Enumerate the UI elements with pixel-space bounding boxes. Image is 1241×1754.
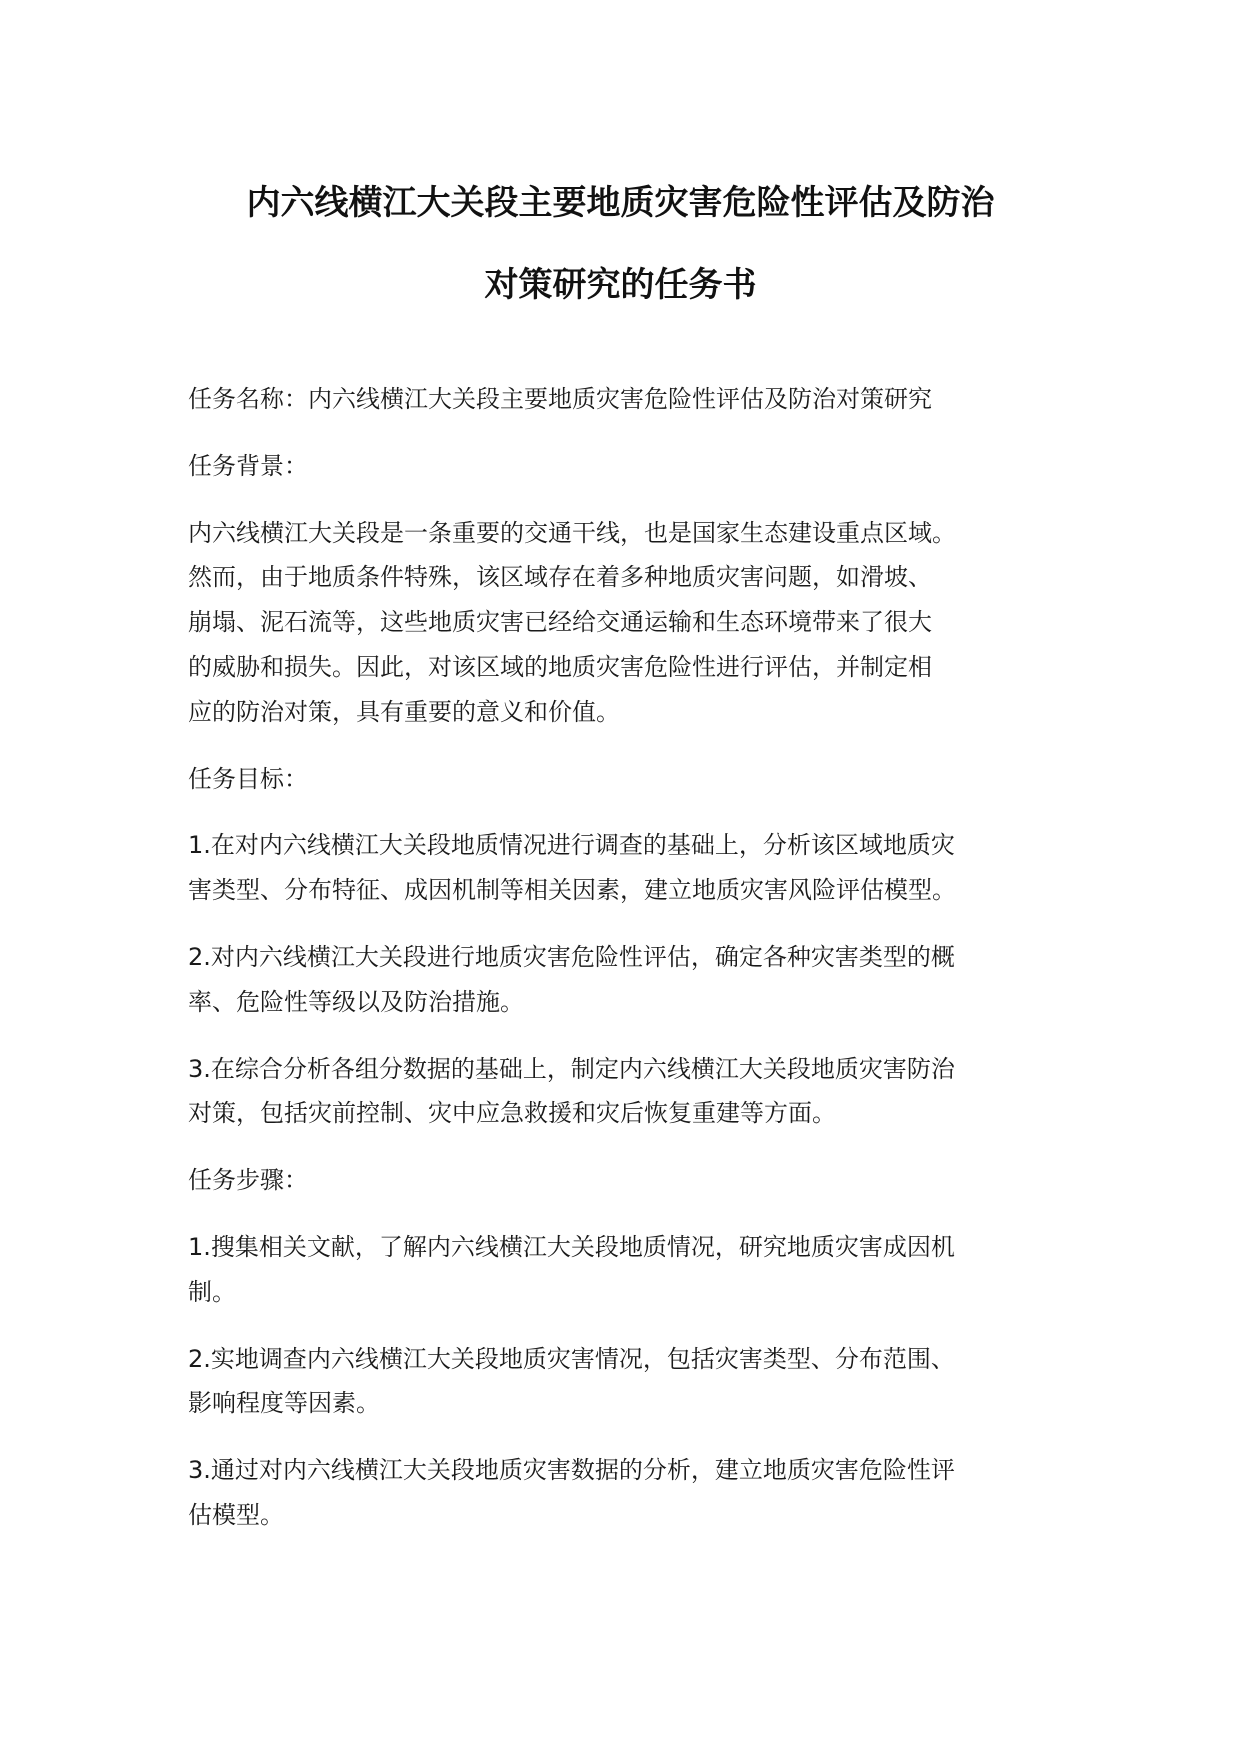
background-line: 然而，由于地质条件特殊，该区域存在着多种地质灾害问题，如滑坡、 bbox=[188, 563, 932, 592]
goal-item-1 bbox=[188, 823, 1088, 913]
task-name-text: 任务名称：内六线横江大关段主要地质灾害危险性评估及防治对策研究 bbox=[188, 385, 932, 413]
step-line: 1.搜集相关文献，了解内六线横江大关段地质情况，研究地质灾害成因机 bbox=[188, 1232, 955, 1261]
goals-heading bbox=[188, 757, 1088, 802]
document-body bbox=[188, 377, 1088, 1538]
goal-line: 3.在综合分析各组分数据的基础上，制定内六线横江大关段地质灾害防治 bbox=[188, 1054, 955, 1083]
background-heading-text: 任务背景： bbox=[188, 451, 308, 480]
steps-heading bbox=[188, 1158, 1088, 1203]
goal-line: 率、危险性等级以及防治措施。 bbox=[188, 987, 524, 1016]
step-item-3 bbox=[188, 1448, 1088, 1538]
step-line: 2.实地调查内六线横江大关段地质灾害情况，包括灾害类型、分布范围、 bbox=[188, 1344, 955, 1373]
goals-heading-text: 任务目标： bbox=[188, 764, 308, 793]
goal-item-2 bbox=[188, 935, 1088, 1025]
document-title-line-1: 内六线横江大关段主要地质灾害危险性评估及防治 bbox=[246, 183, 995, 223]
background-paragraph bbox=[188, 511, 1088, 735]
background-heading bbox=[188, 444, 1088, 489]
document-title-line-2: 对策研究的任务书 bbox=[484, 265, 757, 305]
step-item-2 bbox=[188, 1337, 1088, 1427]
background-line: 的威胁和损失。因此，对该区域的地质灾害危险性进行评估，并制定相 bbox=[188, 652, 932, 681]
step-item-1 bbox=[188, 1225, 1088, 1315]
background-line: 应的防治对策，具有重要的意义和价值。 bbox=[188, 697, 620, 726]
background-line: 内六线横江大关段是一条重要的交通干线，也是国家生态建设重点区域。 bbox=[188, 518, 956, 547]
goal-line: 害类型、分布特征、成因机制等相关因素，建立地质灾害风险评估模型。 bbox=[188, 876, 956, 905]
background-line: 崩塌、泥石流等，这些地质灾害已经给交通运输和生态环境带来了很大 bbox=[188, 608, 932, 637]
step-line: 制。 bbox=[188, 1277, 236, 1306]
task-name bbox=[188, 377, 1088, 422]
goal-line: 1.在对内六线横江大关段地质情况进行调查的基础上，分析该区域地质灾 bbox=[188, 831, 955, 860]
goal-item-3 bbox=[188, 1047, 1088, 1137]
step-line: 影响程度等因素。 bbox=[188, 1389, 380, 1418]
steps-heading-text: 任务步骤： bbox=[188, 1166, 308, 1195]
goal-line: 2.对内六线横江大关段进行地质灾害危险性评估，确定各种灾害类型的概 bbox=[188, 942, 955, 971]
step-line: 3.通过对内六线横江大关段地质灾害数据的分析，建立地质灾害危险性评 bbox=[188, 1456, 955, 1485]
step-line: 估模型。 bbox=[188, 1500, 284, 1529]
goal-line: 对策，包括灾前控制、灾中应急救援和灾后恢复重建等方面。 bbox=[188, 1099, 836, 1128]
